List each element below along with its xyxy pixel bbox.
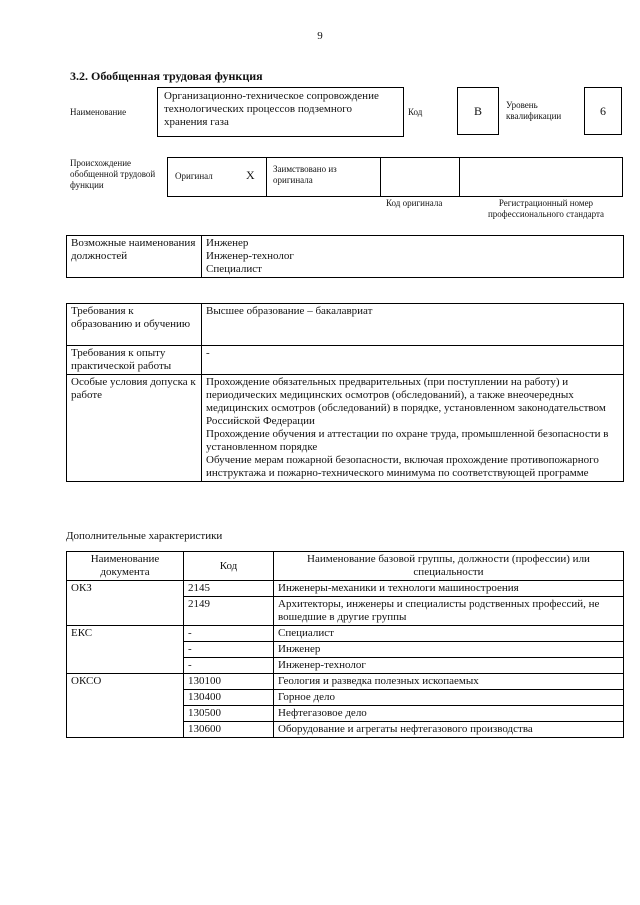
requirement-paragraph: Прохождение обязательных предварительных (при поступлении на работу) и периодических медицинских осмотров (обследований), а также внеочередных медицинских осмотров (обследований) в порядке, установленном законодательством Российской Федерации	[206, 376, 606, 427]
origin-divider-3	[459, 157, 460, 197]
positions-label: Возможные наименования должностей	[67, 236, 202, 278]
doc-cell: ОКЗ	[67, 581, 184, 626]
requirements-table	[66, 303, 624, 482]
code-cell: 130400	[184, 690, 274, 706]
page-number: 9	[317, 30, 323, 42]
doc-cell: ЕКС	[67, 626, 184, 674]
requirement-label: Особые условия допуска к работе	[67, 375, 202, 482]
code-cell: 2149	[184, 597, 274, 626]
origin-label: Происхождение обобщенной трудовой функции	[70, 158, 156, 190]
original-label: Оригинал	[175, 171, 213, 181]
name-value: Организационно-техническое сопровождение технологических процессов подземного хранения газа	[157, 87, 404, 137]
code-cell: -	[184, 658, 274, 674]
code-cell: -	[184, 642, 274, 658]
requirement-value: Высшее образование – бакалавриат	[202, 304, 624, 346]
table-row	[67, 375, 624, 482]
column-header: Наименование базовой группы, должности (профессии) или специальности	[274, 552, 624, 581]
requirement-paragraph: Прохождение обучения и аттестации по охране труда, промышленной безопасности в установленном порядке	[206, 428, 609, 453]
borrowed-label: Заимствовано из оригинала	[273, 164, 337, 185]
origin-box	[167, 157, 623, 197]
column-header: Код	[184, 552, 274, 581]
code-original-label: Код оригинала	[386, 198, 443, 208]
origin-divider-1	[266, 157, 267, 197]
name-cell: Инженер	[274, 642, 624, 658]
column-header: Наименование документа	[67, 552, 184, 581]
name-cell: Геология и разведка полезных ископаемых	[274, 674, 624, 690]
name-label: Наименование	[70, 107, 127, 117]
table-row	[67, 304, 624, 346]
name-cell: Горное дело	[274, 690, 624, 706]
code-cell: 130100	[184, 674, 274, 690]
requirement-paragraph: Обучение мерам пожарной безопасности, включая прохождение противопожарного инструктажа и пожарно-технического минимума по соответствующей программе	[206, 454, 599, 479]
position-item: Инженер	[206, 237, 249, 249]
table-row	[67, 346, 624, 375]
table-header-row	[67, 552, 624, 581]
original-mark: X	[246, 168, 255, 182]
code-value: B	[457, 87, 499, 135]
level-label: Уровень квалификации	[506, 100, 562, 121]
table-row	[67, 626, 624, 642]
origin-divider-2	[380, 157, 381, 197]
characteristics-table	[66, 551, 624, 738]
section-title: 3.2. Обобщенная трудовая функция	[70, 69, 263, 83]
name-cell: Архитекторы, инженеры и специалисты родственных профессий, не вошедшие в другие группы	[274, 597, 624, 626]
position-item: Инженер-технолог	[206, 250, 294, 262]
level-value: 6	[584, 87, 622, 135]
requirement-value: -	[202, 346, 624, 375]
positions-values	[202, 236, 624, 278]
doc-cell: ОКСО	[67, 674, 184, 738]
name-cell: Специалист	[274, 626, 624, 642]
code-cell: 2145	[184, 581, 274, 597]
name-cell: Оборудование и агрегаты нефтегазового производства	[274, 722, 624, 738]
requirement-label: Требования к образованию и обучению	[67, 304, 202, 346]
additional-title: Дополнительные характеристики	[66, 530, 223, 542]
positions-table	[66, 235, 624, 278]
name-cell: Инженер-технолог	[274, 658, 624, 674]
code-cell: 130600	[184, 722, 274, 738]
position-item: Специалист	[206, 263, 262, 275]
name-cell: Нефтегазовое дело	[274, 706, 624, 722]
code-cell: -	[184, 626, 274, 642]
code-cell: 130500	[184, 706, 274, 722]
table-row	[67, 581, 624, 597]
requirement-label: Требования к опыту практической работы	[67, 346, 202, 375]
name-cell: Инженеры-механики и технологи машиностроения	[274, 581, 624, 597]
code-label: Код	[408, 107, 423, 117]
requirement-value	[202, 375, 624, 482]
reg-number-label: Регистрационный номер профессионального стандарта	[487, 198, 605, 219]
table-row	[67, 674, 624, 690]
